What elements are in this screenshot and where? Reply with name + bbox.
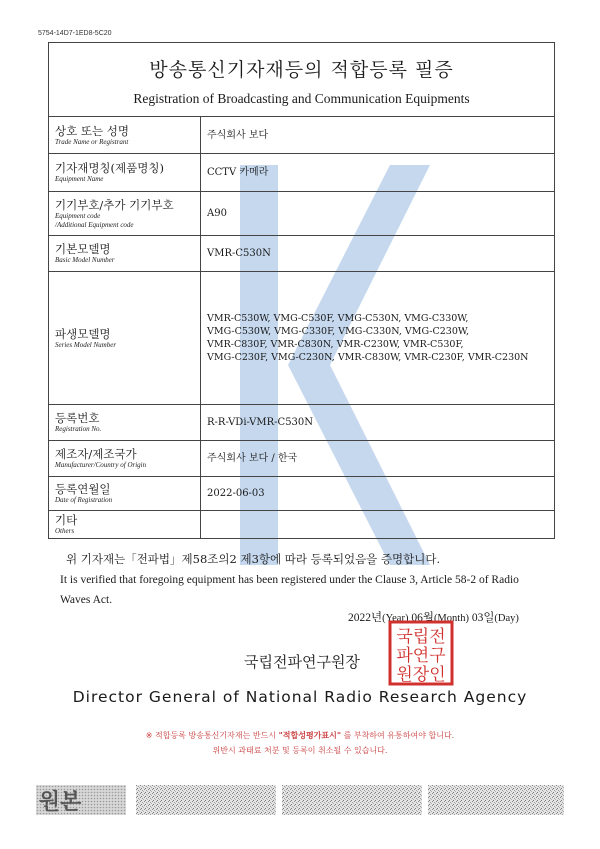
date-day: 03: [471, 612, 484, 624]
row-label-en: Trade Name or Registrant: [55, 137, 129, 146]
seal-line: 원장인: [396, 665, 446, 685]
row-label-en: Manufacturer/Country of Origin: [55, 461, 147, 469]
date-month-ko: 월: [422, 612, 434, 624]
row-label-en: Registration No.: [55, 425, 102, 433]
date-month: 06: [411, 612, 423, 624]
manufacturer-value: 주식회사 보다 / 한국: [201, 441, 555, 477]
svg-text:원본: 원본: [38, 790, 82, 815]
notice-emphasis: "적합성평가표시": [278, 731, 342, 740]
row-label: 제조자/제조국가: [55, 447, 137, 461]
trade-name-value: 주식회사 보다: [201, 117, 555, 154]
others-value: [201, 511, 555, 539]
row-label: 상호 또는 성명: [55, 123, 129, 138]
row-label-en: Others: [55, 527, 75, 535]
table-row: [49, 441, 555, 477]
date-year: 2022: [348, 612, 371, 624]
notice-line-2: 위반시 과태료 처분 및 등록이 취소될 수 있습니다.: [212, 746, 388, 755]
row-label: 등록연월일: [55, 482, 111, 496]
registration-date-value: 2022-06-03: [201, 477, 555, 511]
registration-no-value: R-R-VDi-VMR-C530N: [201, 405, 555, 441]
statement-english: It is verified that foregoing equipment has been registered under the Clause 3, Article 58-2 of Radio Waves Act.: [60, 574, 519, 606]
row-label-en: Equipment code: [55, 211, 101, 220]
table-row: [49, 405, 555, 441]
equipment-name-value: CCTV 카메라: [201, 154, 555, 192]
series-model-line: VMR-C830F, VMR-C830N, VMR-C230W, VMR-C530F,: [207, 339, 464, 350]
security-pattern-icon: [428, 785, 564, 815]
equipment-code-value: A90: [201, 192, 555, 236]
original-stamp-icon: [36, 785, 126, 815]
row-label-en: /Additional Equipment code: [55, 220, 134, 229]
notice-line-1: [0, 730, 600, 741]
row-label: 기타: [55, 513, 78, 527]
row-label: 기본모델명: [55, 242, 111, 256]
date-year-en: (Year): [382, 613, 409, 624]
row-label-en: Series Model Number: [55, 340, 117, 349]
table-row: [49, 117, 555, 154]
director-korean: 국립전파연구원장: [244, 653, 360, 671]
title-korean: 방송통신기자재등의 적합등록 필증: [149, 59, 454, 81]
table-row: [49, 272, 555, 405]
basic-model-value: VMR-C530N: [201, 236, 555, 272]
table-row: [49, 477, 555, 511]
series-model-line: VMR-C530W, VMG-C530F, VMG-C530N, VMG-C330W,: [207, 313, 469, 324]
official-seal-icon: [388, 620, 454, 686]
notice-prefix: ※ 적합등록 방송통신기자재는 반드시: [145, 731, 277, 740]
series-model-value: [201, 272, 555, 405]
row-label: 등록번호: [55, 411, 100, 425]
table-row: [49, 192, 555, 236]
title-box: [48, 42, 555, 117]
row-label: 기기부호/추가 기기부호: [55, 197, 174, 212]
date-day-en: (Day): [494, 613, 519, 624]
date-day-ko: 일: [483, 612, 495, 624]
security-pattern-icon: [136, 785, 276, 815]
table-row: [49, 511, 555, 539]
row-label: 파생모델명: [55, 326, 111, 341]
table-row: [49, 236, 555, 272]
notice-suffix: 를 부착하여 유통하여야 합니다.: [343, 731, 455, 740]
statement-korean: 위 기자재는「전파법」제58조의2 제3항에 따라 등록되었음을 증명합니다.: [66, 552, 441, 566]
row-label-en: Basic Model Number: [55, 256, 115, 264]
date-year-ko: 년: [371, 612, 383, 624]
security-pattern-icon: [282, 785, 422, 815]
title-english: Registration of Broadcasting and Communication Equipments: [133, 91, 470, 106]
series-model-line: VMG-C530W, VMG-C330F, VMG-C330N, VMG-C230W,: [207, 326, 470, 337]
row-label-en: Date of Registration: [55, 496, 113, 504]
row-label: 기자재명칭(제품명칭): [55, 161, 164, 175]
table-row: [49, 154, 555, 192]
seal-line: 파연구: [396, 646, 446, 666]
date-month-en: (Month): [433, 613, 469, 624]
seal-line: 국립전: [396, 627, 446, 647]
row-label-en: Equipment Name: [55, 175, 104, 183]
series-model-line: VMG-C230F, VMG-C230N, VMR-C830W, VMR-C230F, VMR-C230N: [207, 352, 529, 363]
director-english: Director General of National Radio Research Agency: [72, 688, 528, 706]
registration-table: [48, 116, 555, 539]
document-id: 5754-14D7-1ED8-5C20: [38, 30, 112, 37]
